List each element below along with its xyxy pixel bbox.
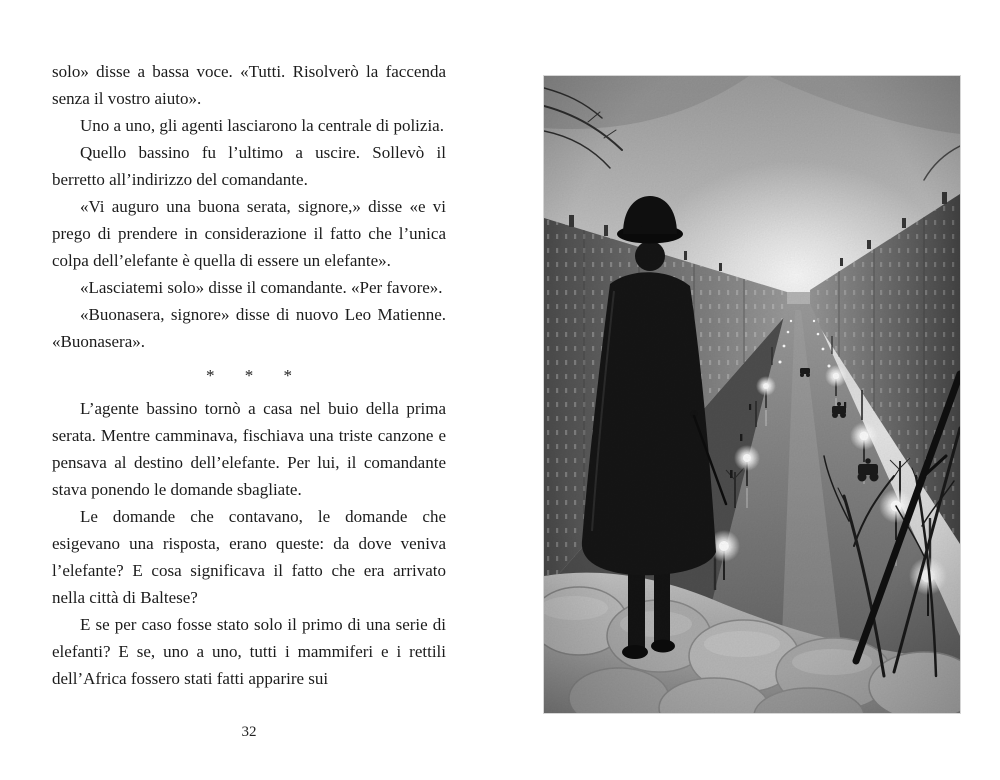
paragraph: Le domande che contavano, le domande che esigevano una risposta, erano queste: da dove veniva l’elefante? E cosa significava il fatto che era arrivato nella città di Baltese? — [52, 507, 446, 607]
vignette — [544, 76, 960, 713]
paragraph: L’agente bassino tornò a casa nel buio della prima serata. Mentre camminava, fischiava una triste canzone e pensava al destino dell’elefante. Per lui, il comandante stava ponendo le domande sbagliate. — [52, 399, 446, 499]
section-separator: * * * — [206, 366, 292, 385]
page-number: 32 — [241, 724, 257, 740]
illustration — [543, 75, 961, 714]
paragraph: «Vi auguro una buona serata, signore,» disse «e vi prego di prendere in considerazione il fatto che l’unica colpa dell’elefante è quella di essere un elefante». — [52, 197, 446, 270]
paragraph: Uno a uno, gli agenti lasciarono la centrale di polizia. — [80, 116, 444, 135]
paragraph: «Lasciatemi solo» disse il comandante. «Per favore». — [80, 278, 443, 297]
left-page-text — [52, 58, 446, 692]
paragraph: Quello bassino fu l’ultimo a uscire. Sollevò il berretto all’indirizzo del comandante. — [52, 143, 446, 189]
paragraph: «Buonasera, signore» disse di nuovo Leo Matienne. «Buonasera». — [52, 305, 446, 351]
paragraph: solo» disse a bassa voce. «Tutti. Risolverò la faccenda senza il vostro aiuto». — [52, 62, 446, 108]
paragraph: E se per caso fosse stato solo il primo di una serie di elefanti? E se, uno a uno, tutti i mammiferi e i rettili dell’Africa fossero stati fatti apparire sui — [52, 615, 446, 688]
